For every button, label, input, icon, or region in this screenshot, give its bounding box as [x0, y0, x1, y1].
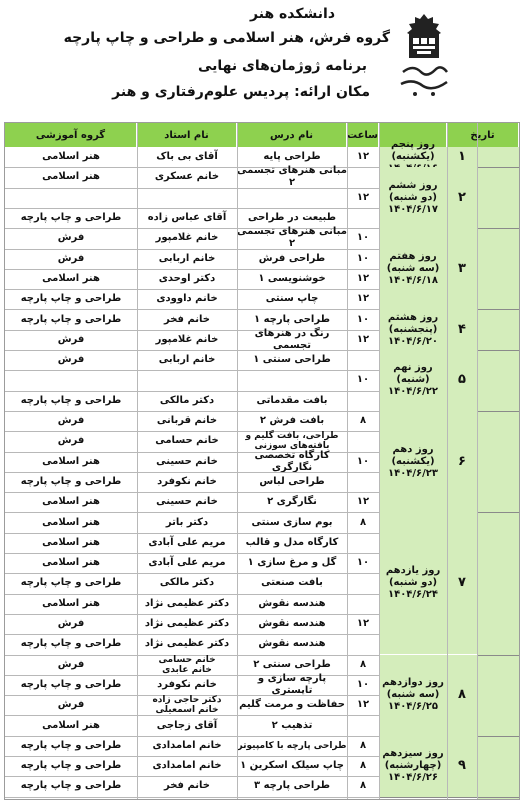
- course-cell: رنگ در هنرهای تجسمی: [254, 327, 330, 351]
- day-number: ۱: [447, 147, 477, 167]
- course-cell: چاپ سیلک اسکرین ۱: [240, 760, 344, 772]
- course-cell: هندسه نقوش: [258, 638, 326, 650]
- course-cell: بافت مقدماتی: [256, 394, 328, 406]
- teacher-cell: خانم فخر: [164, 780, 211, 792]
- course-cell: تذهیب ۲: [271, 719, 313, 731]
- group-cell: فرش: [57, 415, 85, 427]
- course-cell: طراحی لباس: [259, 475, 325, 487]
- day-date: (یکشنبه): [379, 147, 447, 167]
- time-cell: ۱۰: [356, 252, 370, 264]
- day-number: ۴: [447, 309, 477, 350]
- course-cell: بافت فرش ۲: [259, 415, 325, 427]
- course-cell: هندسه نقوش: [258, 597, 326, 609]
- course-cell: چاپ سنتی: [265, 293, 319, 305]
- teacher-cell: مریم علی آبادی: [148, 557, 226, 569]
- page-header: [0, 0, 520, 122]
- group-cell: فرش: [57, 435, 85, 447]
- column-divider: [447, 123, 448, 799]
- group-cell: هنر اسلامی: [42, 455, 100, 467]
- day-number: ۹: [447, 736, 477, 797]
- header-time: ساعت: [347, 123, 379, 147]
- day-number: ۶: [447, 411, 477, 513]
- course-cell: مبانی هنرهای تجسمی ۲: [237, 226, 347, 250]
- course-cell: هندسه نقوش: [258, 618, 326, 630]
- teacher-cell: دکتر مالکی: [159, 394, 215, 406]
- teacher-cell: خانم غلامپور: [155, 232, 219, 244]
- time-cell: ۱۲: [356, 333, 370, 345]
- column-divider: [237, 123, 238, 799]
- group-cell: هنر اسلامی: [42, 171, 100, 183]
- header-group: گروه آموزشی: [5, 123, 137, 147]
- header-teacher: نام استاد: [137, 123, 237, 147]
- teacher-cell: خانم فخر: [164, 313, 211, 325]
- teacher-cell: خانم حسامی: [155, 435, 219, 447]
- group-cell: طراحی و چاپ پارچه: [20, 577, 122, 589]
- group-cell: فرش: [57, 354, 85, 366]
- teacher-cell: آقای عباس زاده: [147, 212, 227, 224]
- group-cell: فرش: [57, 658, 85, 670]
- logo-icon: [395, 10, 453, 102]
- time-cell: ۸: [359, 739, 367, 751]
- group-cell: هنر اسلامی: [42, 719, 100, 731]
- day-date: روز دهم (یکشنبه) ۱۴۰۴/۶/۲۳: [379, 411, 447, 513]
- teacher-cell: دکتر عظیمی نژاد: [144, 638, 230, 650]
- group-cell: طراحی و چاپ پارچه: [20, 313, 122, 325]
- course-cell: طراحی سنتی ۱: [253, 354, 331, 366]
- time-cell: ۱۰: [356, 232, 370, 244]
- row-divider: [5, 370, 379, 371]
- column-divider: [137, 123, 138, 799]
- group-cell: فرش: [57, 333, 85, 345]
- group-cell: هنر اسلامی: [42, 272, 100, 284]
- teacher-cell: خانم امامدادی: [152, 739, 222, 751]
- teacher-cell: مریم علی آبادی: [148, 536, 226, 548]
- time-cell: ۸: [359, 760, 367, 772]
- time-cell: ۱۲: [356, 618, 370, 630]
- day-number: ۷: [447, 512, 477, 654]
- time-cell: ۱۰: [356, 313, 370, 325]
- course-cell: طراحی پارچه ۱: [254, 313, 331, 325]
- course-cell: کارگاه تخصصی نگارگری: [254, 449, 330, 473]
- course-cell: طراحی پارچه ۳: [254, 780, 331, 792]
- course-cell: خوشنویسی ۱: [258, 272, 326, 284]
- day-date: روز یازدهم (دو شنبه) ۱۴۰۴/۶/۲۴: [379, 512, 447, 654]
- course-cell: طراحی فرش: [258, 252, 326, 264]
- teacher-cell: دکتر اوحدی: [158, 272, 216, 284]
- teacher-cell: خانم قربانی: [156, 415, 218, 427]
- teacher-cell: خانم نکوفرد: [157, 678, 217, 690]
- day-number: ۸: [447, 655, 477, 736]
- column-divider: [347, 123, 348, 799]
- teacher-cell: خانم حسینی: [156, 455, 218, 467]
- teacher-cell: خانم اربابی: [158, 252, 216, 264]
- day-date: روز ششم (دو شنبه) ۱۴۰۴/۶/۱۷: [379, 167, 447, 228]
- header-course: نام درس: [237, 123, 347, 147]
- teacher-cell: دکتر حاجی زاده خانم اسمعیلی: [152, 695, 222, 716]
- group-cell: طراحی و چاپ پارچه: [20, 293, 122, 305]
- group-cell: طراحی و چاپ پارچه: [20, 760, 122, 772]
- group-cell: هنر اسلامی: [42, 557, 100, 569]
- group-cell: طراحی و چاپ پارچه: [20, 780, 122, 792]
- department-title: گروه فرش، هنر اسلامی و طراحی و چاپ پارچه: [63, 30, 390, 46]
- teacher-cell: خانم امامدادی: [152, 760, 222, 772]
- location-title: مکان ارائه: پردیس علوم‌رفتاری و هنر: [112, 84, 370, 100]
- group-cell: طراحی و چاپ پارچه: [20, 678, 122, 690]
- course-cell: پارچه سازی و تاپستری: [257, 672, 327, 696]
- teacher-cell: آقای زجاجی: [156, 719, 218, 731]
- course-cell: کارگاه مدل و قالب: [245, 536, 339, 548]
- group-cell: هنر اسلامی: [42, 597, 100, 609]
- teacher-cell: خانم حسینی: [156, 496, 218, 508]
- group-cell: فرش: [57, 618, 85, 630]
- group-cell: هنر اسلامی: [42, 151, 100, 163]
- time-cell: ۸: [359, 415, 367, 427]
- day-number: ۲: [447, 167, 477, 228]
- course-cell: طراحی پایه: [263, 151, 321, 163]
- group-cell: هنر اسلامی: [42, 516, 100, 528]
- day-date: روز سیزدهم (چهارشنبه) ۱۴۰۴/۶/۲۶: [379, 736, 447, 797]
- time-cell: ۱۰: [356, 678, 370, 690]
- teacher-cell: خانم اربابی: [158, 354, 216, 366]
- time-cell: ۱۲: [356, 272, 370, 284]
- number-column-fill: [477, 147, 519, 799]
- column-divider: [477, 123, 478, 799]
- schedule-table: [4, 122, 520, 800]
- group-cell: طراحی و چاپ پارچه: [20, 475, 122, 487]
- group-cell: هنر اسلامی: [42, 496, 100, 508]
- header-date: تاریخ: [447, 123, 519, 147]
- faculty-title: دانشکده هنر: [250, 6, 335, 22]
- time-cell: ۱۰: [356, 374, 370, 386]
- course-cell: طراحی سنتی ۲: [253, 658, 331, 670]
- row-divider: [5, 188, 379, 189]
- day-date: روز دوازدهم (سه شنبه) ۱۴۰۴/۶/۲۵: [379, 655, 447, 736]
- time-cell: ۸: [359, 780, 367, 792]
- course-cell: گل و مرغ سازی ۱: [247, 557, 337, 569]
- row-divider: [5, 797, 379, 798]
- time-cell: ۱۲: [356, 151, 370, 163]
- time-cell: ۱۲: [356, 699, 370, 711]
- time-cell: ۸: [359, 516, 367, 528]
- column-divider: [379, 123, 380, 799]
- program-title: برنامه ژوژمان‌های نهایی: [197, 58, 367, 74]
- day-date: روز هفتم (سه شنبه) ۱۴۰۴/۶/۱۸: [379, 228, 447, 309]
- course-cell: طراحی پارچه با کامپیوتر: [237, 740, 347, 751]
- teacher-cell: دکتر باتر: [165, 516, 209, 528]
- day-number: ۵: [447, 350, 477, 411]
- course-cell: طبیعت در طراحی: [247, 212, 337, 224]
- time-cell: ۱۰: [356, 455, 370, 467]
- university-logo: [395, 10, 453, 102]
- time-cell: ۸: [359, 658, 367, 670]
- course-cell: مبانی هنرهای تجسمی ۲: [237, 165, 347, 189]
- teacher-cell: خانم عسکری: [154, 171, 220, 183]
- group-cell: طراحی و چاپ پارچه: [20, 638, 122, 650]
- teacher-cell: آقای بی باک: [156, 151, 218, 163]
- course-cell: نگارگری ۲: [267, 496, 317, 508]
- time-cell: ۱۲: [356, 293, 370, 305]
- time-cell: ۱۰: [356, 557, 370, 569]
- course-cell: بافت صنعتی: [261, 577, 323, 589]
- group-cell: فرش: [57, 232, 85, 244]
- group-cell: طراحی و چاپ پارچه: [20, 212, 122, 224]
- day-date: روز هشتم (پنجشنبه) ۱۴۰۴/۶/۲۰: [379, 309, 447, 350]
- teacher-cell: دکتر مالکی: [159, 577, 215, 589]
- group-cell: طراحی و چاپ پارچه: [20, 739, 122, 751]
- day-date: روز نهم (شنبه) ۱۴۰۴/۶/۲۲: [379, 350, 447, 411]
- time-cell: ۱۲: [356, 496, 370, 508]
- course-cell: بوم سازی سنتی: [251, 516, 333, 528]
- time-cell: ۱۲: [356, 191, 370, 203]
- course-cell: طراحی، بافت گلیم و بافته‌های سوزنی: [245, 431, 339, 452]
- teacher-cell: خانم داوودی: [156, 293, 218, 305]
- teacher-cell: دکتر عظیمی نژاد: [144, 618, 230, 630]
- day-number: ۳: [447, 228, 477, 309]
- group-cell: فرش: [57, 699, 85, 711]
- group-cell: فرش: [57, 252, 85, 264]
- teacher-cell: دکتر عظیمی نژاد: [144, 597, 230, 609]
- teacher-cell: خانم نکوفرد: [157, 475, 217, 487]
- course-cell: حفاظت و مرمت گلیم: [239, 699, 345, 711]
- group-cell: هنر اسلامی: [42, 536, 100, 548]
- group-cell: طراحی و چاپ پارچه: [20, 394, 122, 406]
- teacher-cell: خانم غلامپور: [155, 333, 219, 345]
- teacher-cell: خانم حسامی خانم عابدی: [158, 654, 216, 675]
